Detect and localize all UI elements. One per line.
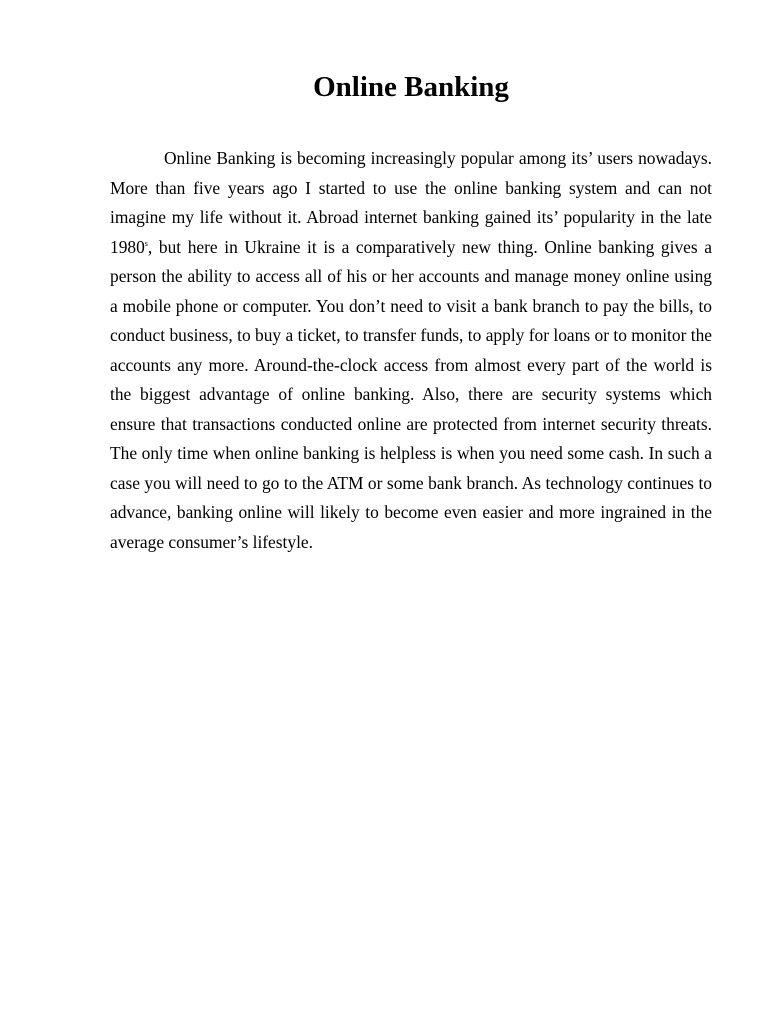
paragraph-text-part2: , but here in Ukraine it is a comparatively new thing. Online banking gives a person the ability to access all of his or her accounts and manage money online using a mobile phone or computer. You don’t need to visit a bank branch to pay the bills, to conduct business, to buy a ticket, to transfer funds, to apply for loans or to monitor the accounts any more. Around-the-clock access from almost every part of the world is the biggest advantage of online banking. Also, there are security systems which ensure that transactions conducted online are protected from internet security threats. The only time when online banking is helpless is when you need some cash. In such a case you will need to go to the ATM or some bank branch. As technology continues to advance, banking online will likely to become even easier and more ingrained in the average consumer’s lifestyle.: [110, 236, 712, 552]
paragraph-text-part1: Online Banking is becoming increasingly popular among its’ users nowadays. More than five years ago I started to use the online banking system and can not imagine my life without it. Abroad internet banking gained its’ popularity in the late 1980: [110, 148, 712, 257]
page-title: Online Banking: [313, 71, 509, 103]
superscript-s: s: [144, 238, 148, 248]
body-paragraph: [110, 144, 712, 557]
